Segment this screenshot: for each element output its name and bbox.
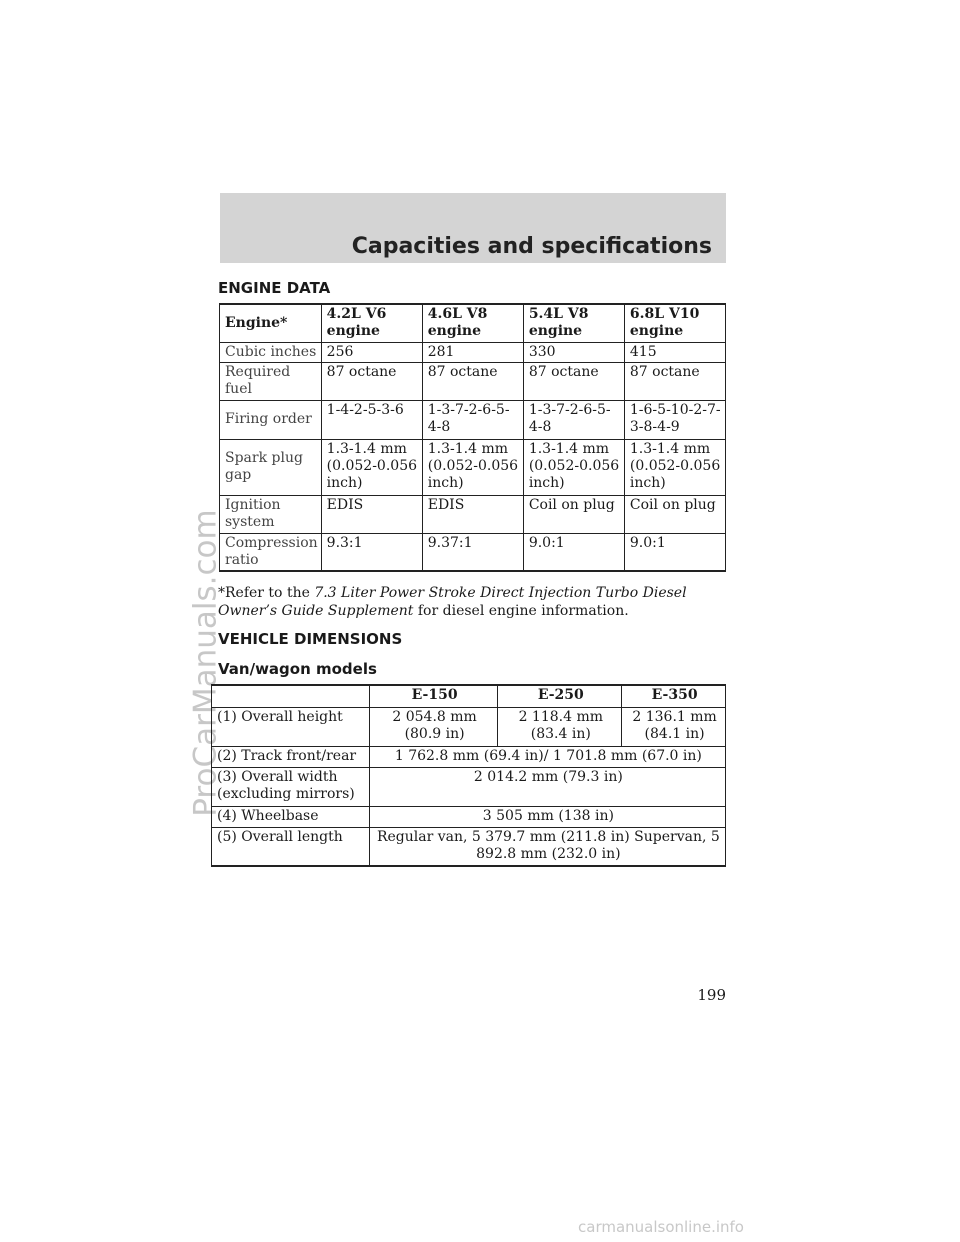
table-cell: 1.3-1.4 mm (0.052-0.056 inch) (624, 439, 725, 495)
row-label: Spark plug gap (220, 439, 322, 495)
page-number: 199 (697, 986, 726, 1004)
vehicle-dimensions-heading: VEHICLE DIMENSIONS (218, 630, 403, 648)
table-cell: 415 (624, 342, 725, 362)
table-row (220, 342, 726, 362)
engine-data-heading: ENGINE DATA (218, 279, 331, 297)
header-cell: 6.8L V10 engine (624, 304, 725, 342)
table-row (212, 806, 726, 827)
engine-data-table (219, 303, 726, 572)
footnote-suffix: for diesel engine information. (413, 603, 629, 619)
table-cell: 2 136.1 mm (84.1 in) (622, 707, 726, 746)
table-cell: 9.0:1 (624, 533, 725, 571)
table-cell: Regular van, 5 379.7 mm (211.8 in) Supervan, 5 892.8 mm (232.0 in) (369, 827, 725, 866)
table-header-row (212, 685, 726, 707)
header-cell: 5.4L V8 engine (523, 304, 624, 342)
row-label: Compression ratio (220, 533, 322, 571)
table-cell: Coil on plug (624, 495, 725, 533)
table-cell: 330 (523, 342, 624, 362)
vehicle-dimensions-table (211, 684, 726, 867)
watermark-text: ProCarManuals.com (188, 509, 224, 817)
table-cell: EDIS (422, 495, 523, 533)
footnote-prefix: *Refer to the (218, 585, 315, 601)
header-cell: E-150 (369, 685, 498, 707)
row-label: (2) Track front/rear (212, 746, 370, 767)
table-cell: 2 118.4 mm (83.4 in) (498, 707, 622, 746)
table-cell: 1-6-5-10-2-7-3-8-4-9 (624, 400, 725, 439)
header-cell (212, 685, 370, 707)
table-cell: 1 762.8 mm (69.4 in)/ 1 701.8 mm (67.0 in) (369, 746, 725, 767)
table-cell: 1-3-7-2-6-5-4-8 (422, 400, 523, 439)
table-cell: 1.3-1.4 mm (0.052-0.056 inch) (523, 439, 624, 495)
table-cell: 9.37:1 (422, 533, 523, 571)
table-cell: 281 (422, 342, 523, 362)
row-label: (4) Wheelbase (212, 806, 370, 827)
table-cell: 9.0:1 (523, 533, 624, 571)
row-label: (3) Overall width (excluding mirrors) (212, 767, 370, 806)
row-label: Firing order (220, 400, 322, 439)
table-cell: 1.3-1.4 mm (0.052-0.056 inch) (321, 439, 422, 495)
table-cell: 87 octane (422, 362, 523, 400)
row-label: Required fuel (220, 362, 322, 400)
table-cell: 3 505 mm (138 in) (369, 806, 725, 827)
header-cell: Engine* (220, 304, 322, 342)
table-row (212, 746, 726, 767)
table-row (220, 533, 726, 571)
table-cell: 87 octane (321, 362, 422, 400)
table-cell: 256 (321, 342, 422, 362)
table-row (220, 495, 726, 533)
table-row (212, 707, 726, 746)
table-header-row (220, 304, 726, 342)
table-cell: EDIS (321, 495, 422, 533)
header-cell: 4.6L V8 engine (422, 304, 523, 342)
row-label: (1) Overall height (212, 707, 370, 746)
table-row (220, 400, 726, 439)
engine-footnote (218, 584, 728, 620)
table-cell: 1-3-7-2-6-5-4-8 (523, 400, 624, 439)
table-row (212, 827, 726, 866)
header-cell: 4.2L V6 engine (321, 304, 422, 342)
table-cell: 1-4-2-5-3-6 (321, 400, 422, 439)
footnote-reference: 7.3 Liter Power Stroke Direct Injection Turbo Diesel Owner’s Guide Supplement (218, 585, 687, 619)
watermark-footer: carmanualsonline.info (578, 1218, 744, 1236)
header-cell: E-250 (498, 685, 622, 707)
table-cell: 87 octane (523, 362, 624, 400)
table-cell: Coil on plug (523, 495, 624, 533)
table-row (212, 767, 726, 806)
table-row (220, 362, 726, 400)
header-cell: E-350 (622, 685, 726, 707)
row-label: Cubic inches (220, 342, 322, 362)
table-cell: 87 octane (624, 362, 725, 400)
table-cell: 1.3-1.4 mm (0.052-0.056 inch) (422, 439, 523, 495)
page-header-band (220, 193, 726, 263)
table-cell: 2 014.2 mm (79.3 in) (369, 767, 725, 806)
row-label: (5) Overall length (212, 827, 370, 866)
van-wagon-subheading: Van/wagon models (218, 660, 377, 678)
table-row (220, 439, 726, 495)
row-label: Ignition system (220, 495, 322, 533)
page-title: Capacities and specifications (351, 234, 712, 259)
table-cell: 2 054.8 mm (80.9 in) (369, 707, 498, 746)
table-cell: 9.3:1 (321, 533, 422, 571)
